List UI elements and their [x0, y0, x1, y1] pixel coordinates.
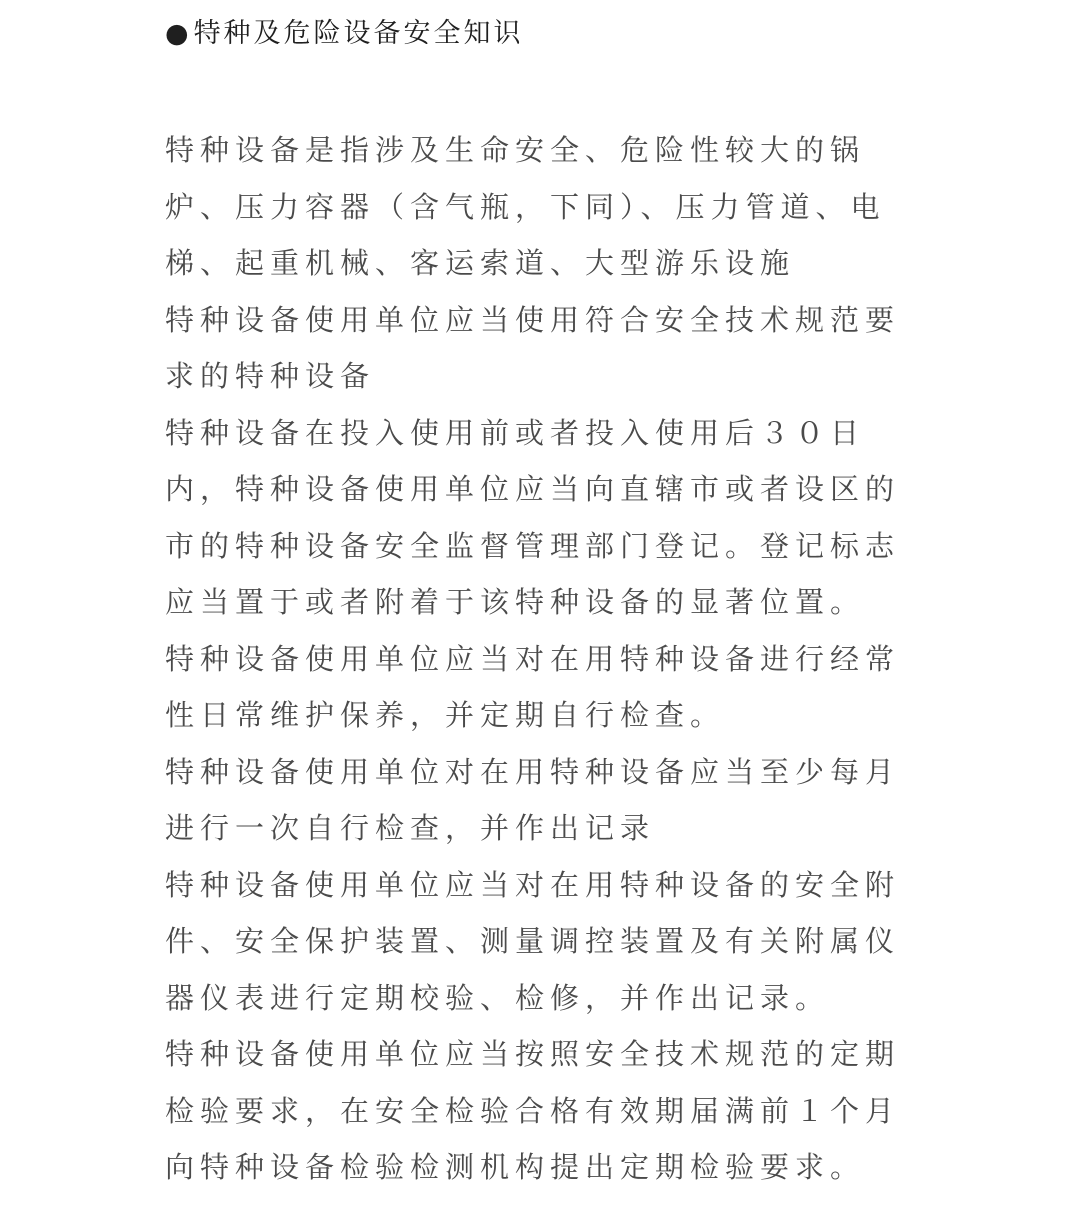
paragraph-compliance: 特种设备使用单位应当使用符合安全技术规范要求的特种设备 — [165, 302, 901, 393]
paragraph-maintenance: 特种设备使用单位应当对在用特种设备进行经常性日常维护保养，并定期自行检查。 — [165, 641, 901, 732]
paragraph-definition: 特种设备是指涉及生命安全、危险性较大的锅炉、压力容器（含气瓶，下同）、压力管道、电梯、起重机械、客运索道、大型游乐设施 — [165, 133, 886, 280]
body-text — [165, 122, 925, 1196]
paragraph-monthly-check: 特种设备使用单位对在用特种设备应当至少每月进行一次自行检查，并作出记录 — [165, 754, 901, 845]
paragraph-registration: 特种设备在投入使用前或者投入使用后３０日内，特种设备使用单位应当向直辖市或者设区的市的特种设备安全监督管理部门登记。登记标志应当置于或者附着于该特种设备的显著位置。 — [165, 415, 901, 619]
section-title-text: 特种及危险设备安全知识 — [193, 18, 524, 49]
paragraph-calibration: 特种设备使用单位应当对在用特种设备的安全附件、安全保护装置、测量调控装置及有关附属仪器仪表进行定期校验、检修，并作出记录。 — [165, 867, 901, 1015]
bullet-icon: ● — [165, 18, 192, 49]
paragraph-periodic-inspection: 特种设备使用单位应当按照安全技术规范的定期检验要求，在安全检验合格有效期届满前１个月向特种设备检验检测机构提出定期检验要求。 — [165, 1037, 901, 1184]
section-title — [165, 14, 524, 54]
